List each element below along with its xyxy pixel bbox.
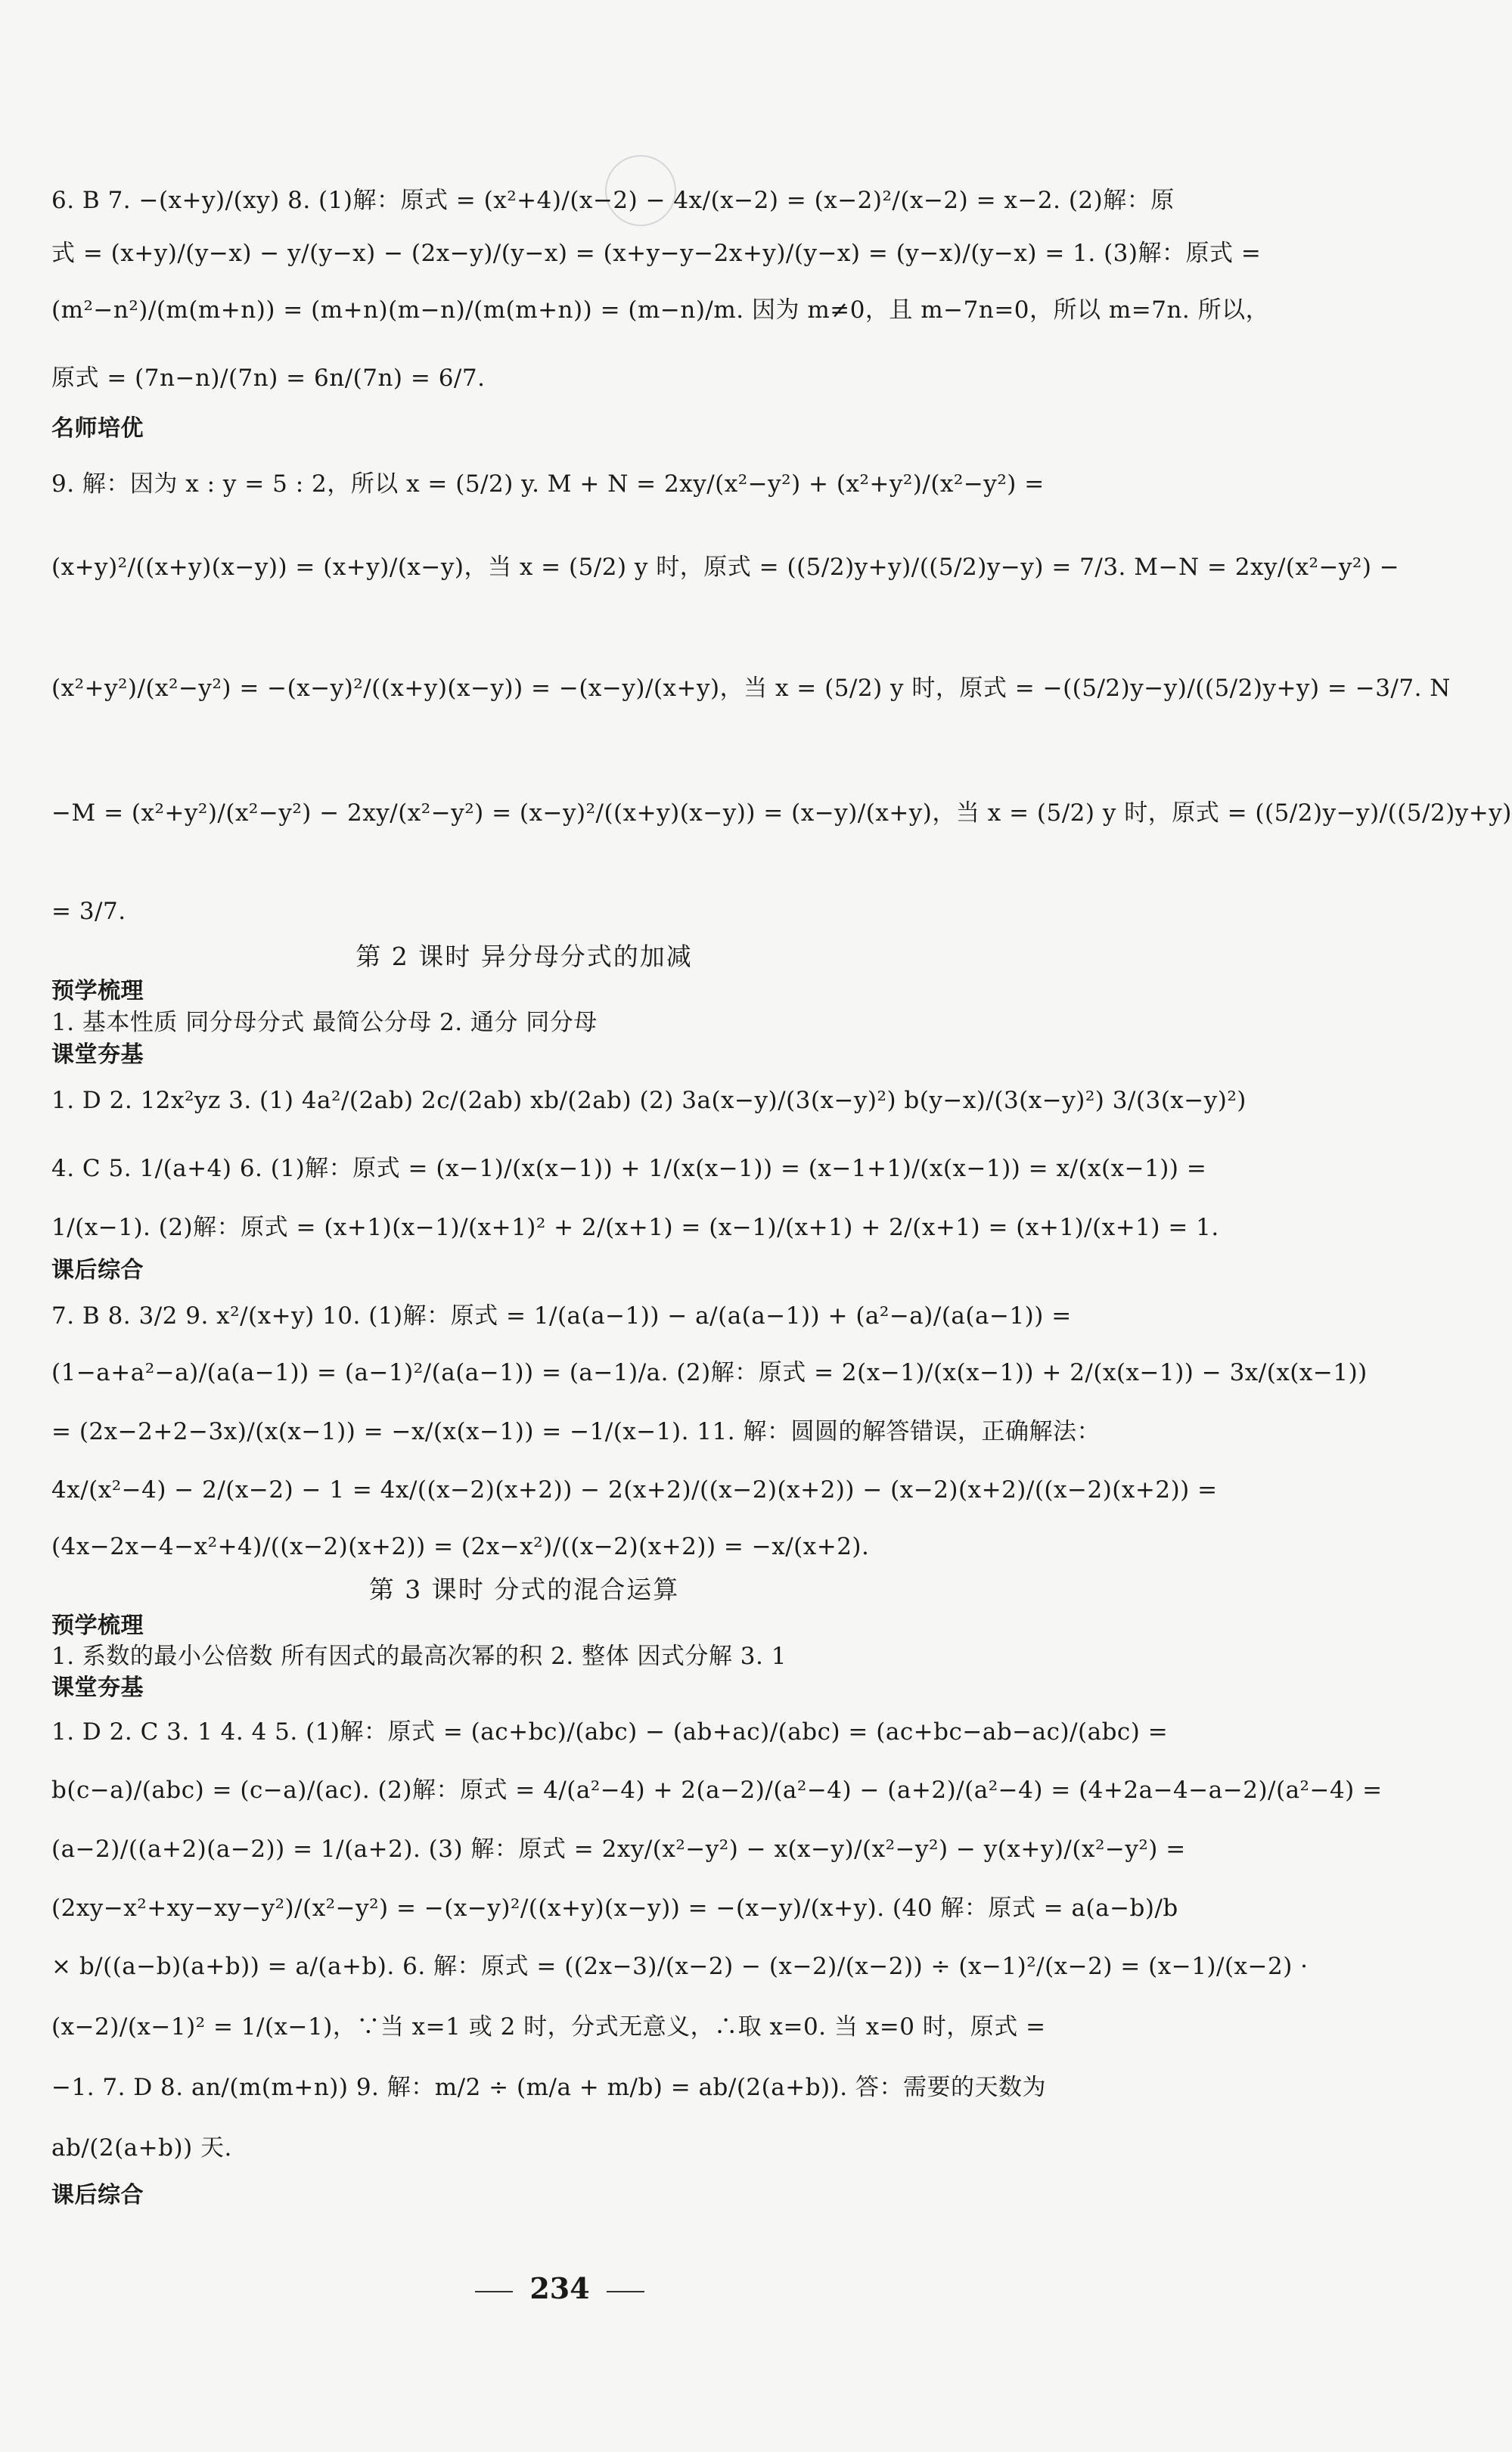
text-line: 1. D 2. C 3. 1 4. 4 5. (1)解：原式 = (ac+bc)/(abc) − (ab+ac)/(abc) = (ac+bc−ab−ac)/(abc) = [51, 1718, 1169, 1746]
text-line: 6. B 7. −(x+y)/(xy) 8. (1)解：原式 = (x²+4)/(x−2) − 4x/(x−2) = (x−2)²/(x−2) = x−2. (2)解：原 [51, 187, 1175, 214]
section-heading: 预学梳理 [51, 978, 144, 1004]
section-heading: 课堂夯基 [51, 1041, 144, 1068]
text-line: 原式 = (7n−n)/(7n) = 6n/(7n) = 6/7. [51, 365, 486, 392]
text-line: (4x−2x−4−x²+4)/((x−2)(x+2)) = (2x−x²)/((x−2)(x+2)) = −x/(x+2). [51, 1533, 870, 1560]
text-line: 9. 解：因为 x : y = 5 : 2，所以 x = (5/2) y. M + N = 2xy/(x²−y²) + (x²+y²)/(x²−y²) = [51, 470, 1045, 498]
text-line: 1. D 2. 12x²yz 3. (1) 4a²/(2ab) 2c/(2ab) xb/(2ab) (2) 3a(x−y)/(3(x−y)²) b(y−x)/(3(x−y)²) 3/(3(x−y)²) [51, 1087, 1247, 1114]
text-line: 1. 基本性质 同分母分式 最简公分母 2. 通分 同分母 [51, 1009, 598, 1036]
section-heading: 课后综合 [51, 2182, 144, 2208]
text-line: (x²+y²)/(x²−y²) = −(x−y)²/((x+y)(x−y)) = −(x−y)/(x+y)，当 x = (5/2) y 时，原式 = −((5/2)y−y)/((5/2)y+y) = −3/7. N [51, 675, 1451, 702]
lesson-title: 第 2 课时 异分母分式的加减 [355, 942, 693, 971]
text-line: 1. 系数的最小公倍数 所有因式的最高次幂的积 2. 整体 因式分解 3. 1 [51, 1643, 787, 1670]
page-number: 234 [529, 2271, 590, 2305]
section-heading: 预学梳理 [51, 1612, 144, 1639]
page-number-footer [0, 2271, 1119, 2305]
text-line: 式 = (x+y)/(y−x) − y/(y−x) − (2x−y)/(y−x) = (x+y−y−2x+y)/(y−x) = (y−x)/(y−x) = 1. (3)解：原式 = [51, 240, 1262, 267]
text-line: 4. C 5. 1/(a+4) 6. (1)解：原式 = (x−1)/(x(x−1)) + 1/(x(x−1)) = (x−1+1)/(x(x−1)) = x/(x(x−1)) = [51, 1155, 1207, 1182]
section-heading: 课堂夯基 [51, 1674, 144, 1701]
text-line: (1−a+a²−a)/(a(a−1)) = (a−1)²/(a(a−1)) = (a−1)/a. (2)解：原式 = 2(x−1)/(x(x−1)) + 2/(x(x−1)) − 3x/(x(x−1)) [51, 1359, 1368, 1386]
dash-left [475, 2291, 513, 2292]
lesson-title: 第 3 课时 分式的混合运算 [368, 1575, 680, 1604]
text-line: (m²−n²)/(m(m+n)) = (m+n)(m−n)/(m(m+n)) = (m−n)/m. 因为 m≠0，且 m−7n=0，所以 m=7n. 所以， [51, 296, 1270, 324]
text-line: 1/(x−1). (2)解：原式 = (x+1)(x−1)/(x+1)² + 2/(x+1) = (x−1)/(x+1) + 2/(x+1) = (x+1)/(x+1) = 1. [51, 1214, 1219, 1241]
text-line: −M = (x²+y²)/(x²−y²) − 2xy/(x²−y²) = (x−y)²/((x+y)(x−y)) = (x−y)/(x+y)，当 x = (5/2) y 时，原式 = ((5/2)y−y)/((5/2)y+y) [51, 799, 1512, 827]
text-line: ab/(2(a+b)) 天. [51, 2134, 232, 2162]
text-line: 7. B 8. 3/2 9. x²/(x+y) 10. (1)解：原式 = 1/(a(a−1)) − a/(a(a−1)) + (a²−a)/(a(a−1)) = [51, 1302, 1072, 1330]
section-heading: 名师培优 [51, 415, 144, 442]
text-line: −1. 7. D 8. an/(m(m+n)) 9. 解：m/2 ÷ (m/a + m/b) = ab/(2(a+b)). 答：需要的天数为 [51, 2074, 1046, 2101]
text-line: = (2x−2+2−3x)/(x(x−1)) = −x/(x(x−1)) = −1/(x−1). 11. 解：圆圆的解答错误，正确解法： [51, 1418, 1101, 1445]
dash-right [607, 2291, 644, 2292]
text-line: (x+y)²/((x+y)(x−y)) = (x+y)/(x−y)，当 x = (5/2) y 时，原式 = ((5/2)y+y)/((5/2)y−y) = 7/3. M−N = 2xy/(x²−y²) − [51, 554, 1400, 581]
text-line: b(c−a)/(abc) = (c−a)/(ac). (2)解：原式 = 4/(a²−4) + 2(a−2)/(a²−4) − (a+2)/(a²−4) = (4+2a−4−a−2)/(a²−4) = [51, 1777, 1383, 1804]
text-line: 4x/(x²−4) − 2/(x−2) − 1 = 4x/((x−2)(x+2)) − 2(x+2)/((x−2)(x+2)) − (x−2)(x+2)/((x−2)(x+2)) = [51, 1476, 1218, 1504]
text-line: (2xy−x²+xy−xy−y²)/(x²−y²) = −(x−y)²/((x+y)(x−y)) = −(x−y)/(x+y). (40 解：原式 = a(a−b)/b [51, 1895, 1178, 1922]
section-heading: 课后综合 [51, 1257, 144, 1283]
text-line: = 3/7. [51, 898, 126, 925]
text-line: (x−2)/(x−1)² = 1/(x−1)，∵当 x=1 或 2 时，分式无意义，∴取 x=0. 当 x=0 时，原式 = [51, 2013, 1046, 2041]
text-line: (a−2)/((a+2)(a−2)) = 1/(a+2). (3) 解：原式 = 2xy/(x²−y²) − x(x−y)/(x²−y²) − y(x+y)/(x²−y²) = [51, 1836, 1186, 1863]
text-line: × b/((a−b)(a+b)) = a/(a+b). 6. 解：原式 = ((2x−3)/(x−2) − (x−2)/(x−2)) ÷ (x−1)²/(x−2) = (x−1)/(x−2) · [51, 1953, 1309, 1980]
